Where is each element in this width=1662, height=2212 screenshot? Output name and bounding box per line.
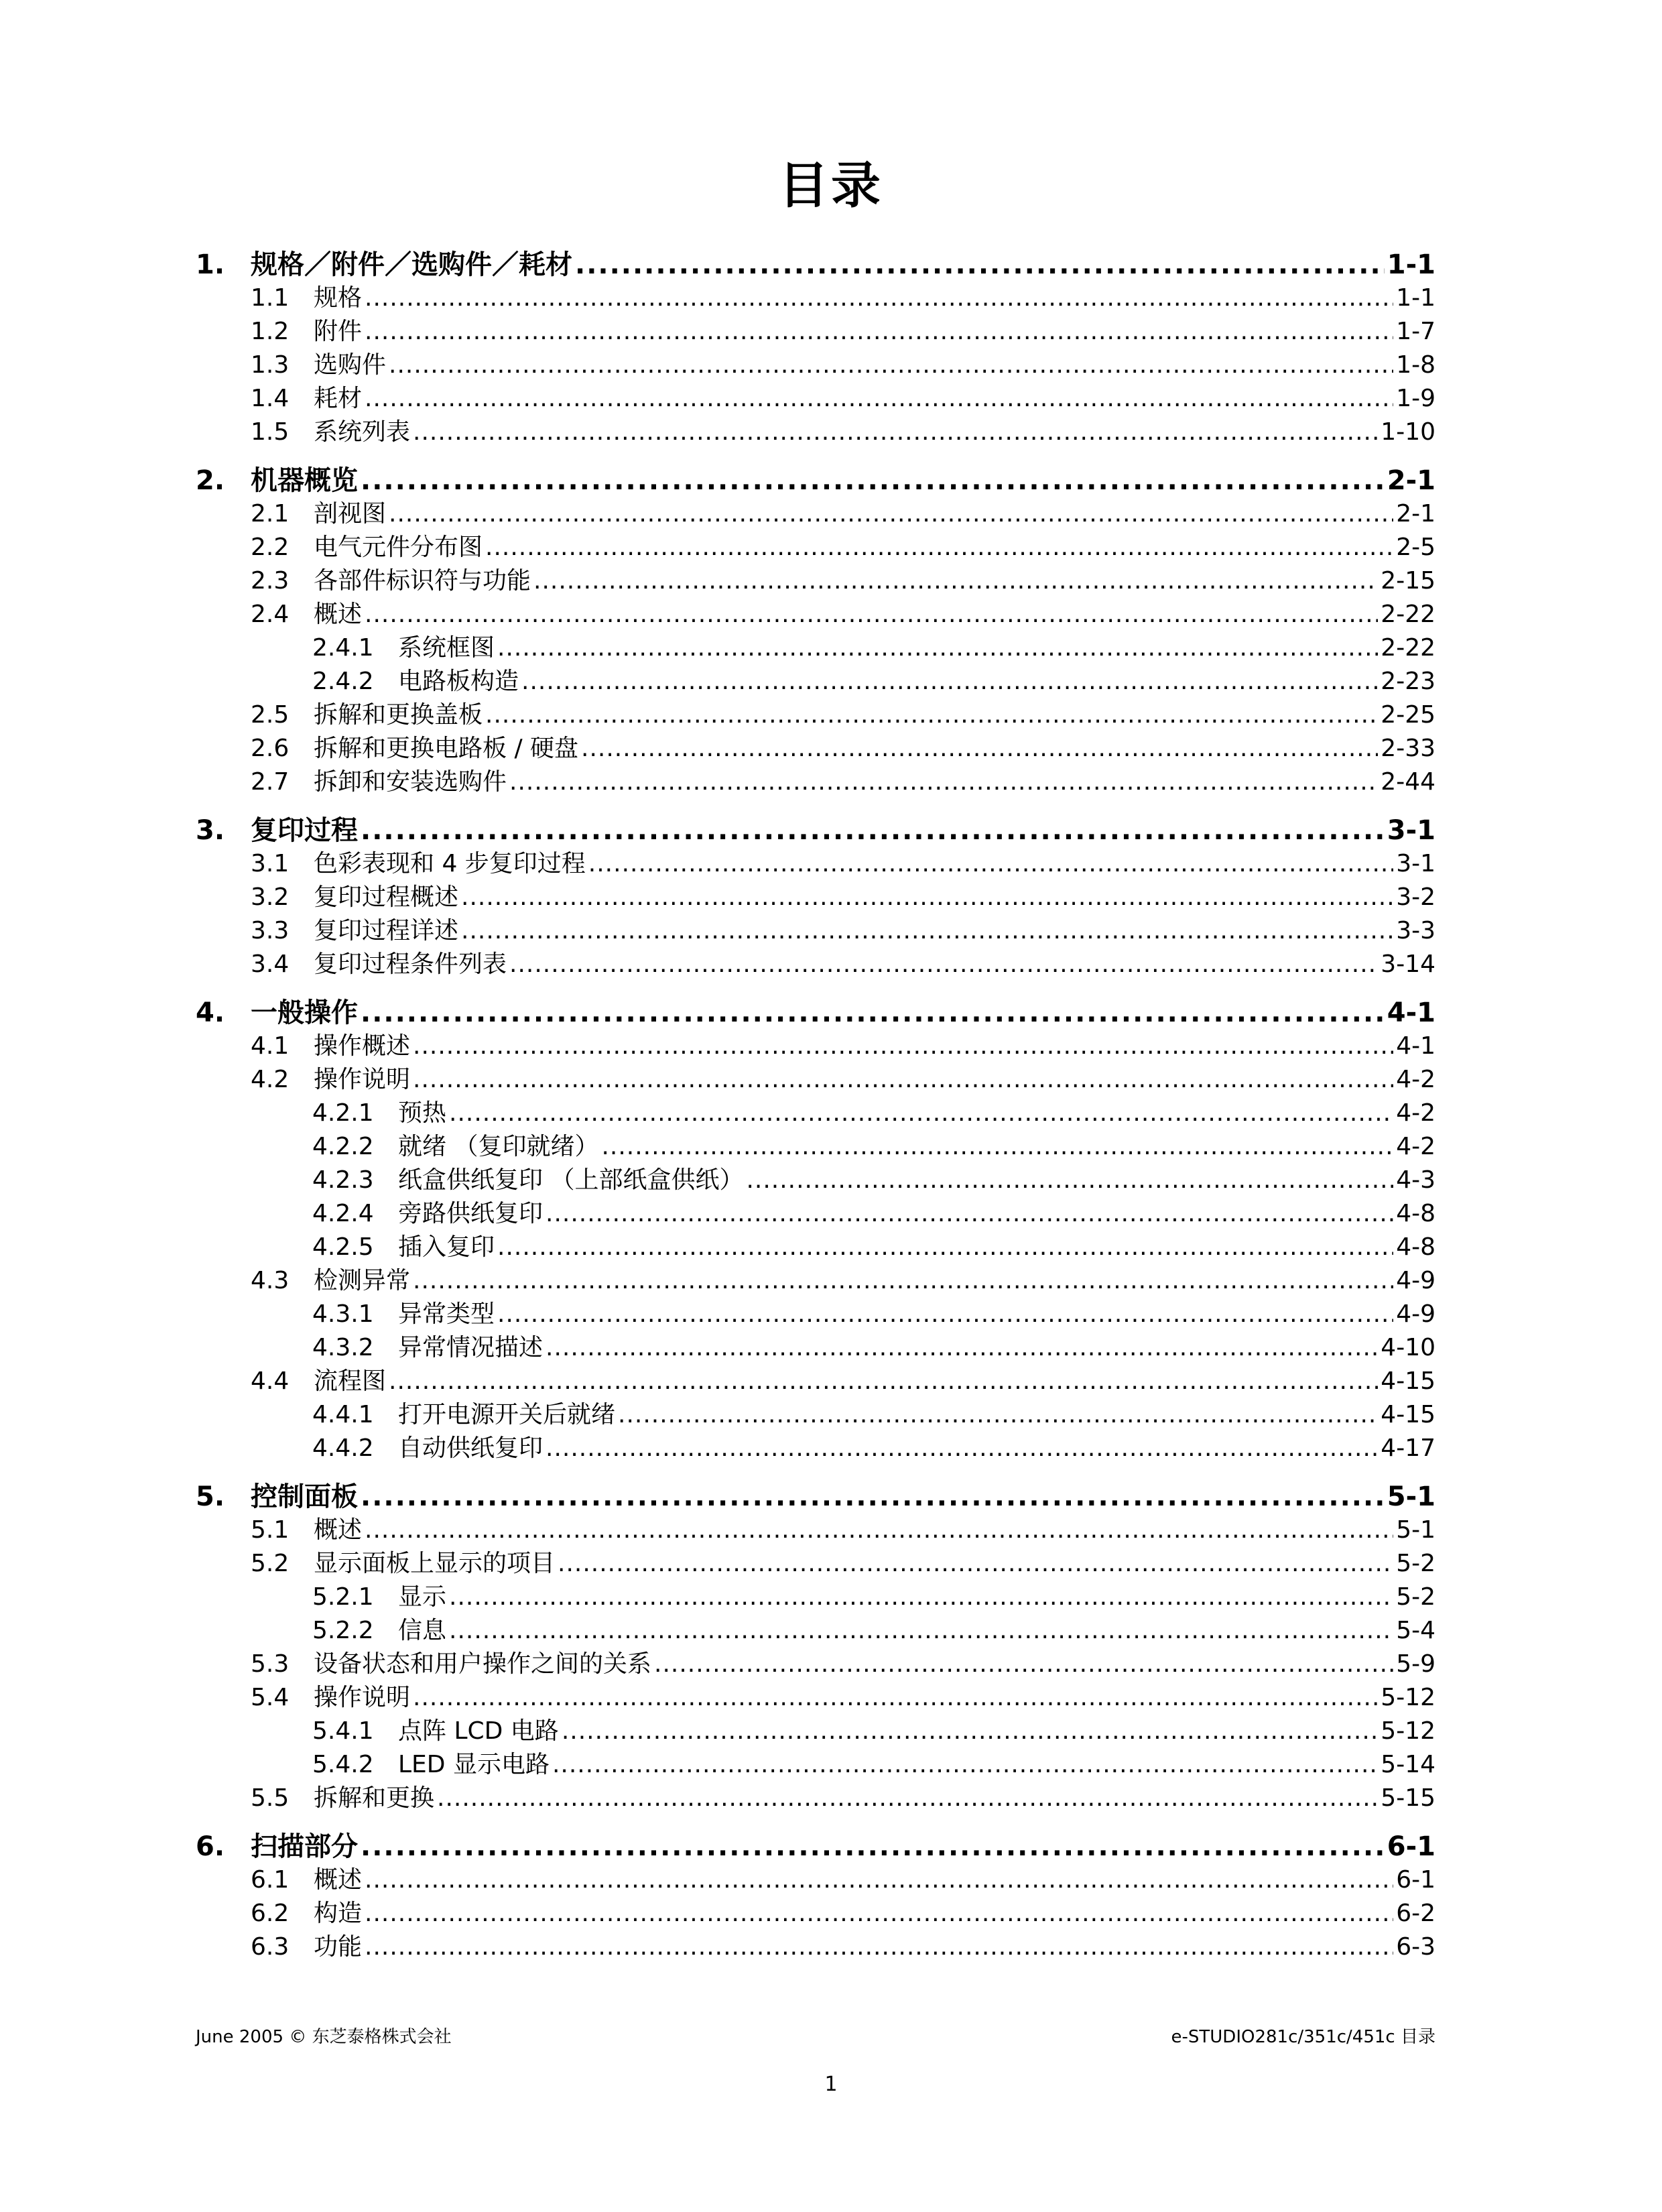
section-page: 4-10 <box>1381 1334 1435 1361</box>
section-page: 6-3 <box>1396 1933 1435 1961</box>
toc-section[interactable] <box>196 732 1435 765</box>
section-number: 5.3 <box>251 1650 290 1678</box>
dot-leader <box>389 349 1393 382</box>
toc-section[interactable] <box>196 1863 1435 1897</box>
section-title: 操作说明 <box>314 1684 411 1711</box>
section-page: 1-7 <box>1396 318 1435 345</box>
chapter-title: 规格／附件／选购件／耗材 <box>251 249 572 280</box>
dot-leader <box>485 531 1393 564</box>
section-page: 6-1 <box>1396 1866 1435 1894</box>
section-title: 显示面板上显示的项目 <box>314 1550 556 1577</box>
toc-section[interactable] <box>196 382 1435 416</box>
dot-leader <box>361 1830 1385 1863</box>
chapter-page: 4-1 <box>1387 997 1435 1028</box>
footer-copyright: June 2005 © 东芝泰格株式会社 <box>196 2027 452 2047</box>
chapter-page: 3-1 <box>1387 815 1435 846</box>
toc-chapter[interactable] <box>196 1480 1435 1514</box>
chapter-title: 控制面板 <box>251 1481 358 1512</box>
section-title: 打开电源开关后就绪 <box>398 1401 616 1428</box>
section-number: 5.1 <box>251 1516 290 1544</box>
section-number: 3.2 <box>251 883 290 911</box>
toc-subsection[interactable] <box>196 1197 1435 1231</box>
section-number: 6.1 <box>251 1866 290 1894</box>
section-number: 4.3 <box>251 1267 290 1294</box>
section-title: 各部件标识符与功能 <box>314 567 531 595</box>
section-title: 功能 <box>314 1933 363 1961</box>
chapter-page: 1-1 <box>1387 249 1435 280</box>
dot-leader <box>461 914 1393 948</box>
dot-leader <box>437 1782 1378 1815</box>
section-number: 2.6 <box>251 735 290 762</box>
chapter-title: 扫描部分 <box>251 1831 358 1862</box>
section-number: 4.4.1 <box>312 1401 374 1428</box>
section-page: 3-1 <box>1396 850 1435 877</box>
chapter-title: 复印过程 <box>251 815 358 846</box>
dot-leader <box>497 1231 1393 1264</box>
section-title: 选购件 <box>314 351 387 379</box>
section-number: 2.3 <box>251 567 290 595</box>
toc-section[interactable] <box>196 1782 1435 1815</box>
toc-section[interactable] <box>196 1547 1435 1581</box>
toc-section[interactable] <box>196 1365 1435 1398</box>
section-title: 异常类型 <box>398 1300 495 1328</box>
section-number: 5.4.2 <box>312 1751 374 1778</box>
section-title: 自动供纸复印 <box>398 1434 544 1462</box>
dot-leader <box>562 1715 1378 1748</box>
toc-subsection[interactable] <box>196 631 1435 665</box>
toc-chapter[interactable] <box>196 248 1435 282</box>
dot-leader <box>485 698 1378 732</box>
section-page: 1-1 <box>1396 284 1435 312</box>
section-page: 2-44 <box>1381 768 1435 796</box>
toc-chapter[interactable] <box>196 814 1435 847</box>
dot-leader <box>413 1681 1378 1715</box>
toc-section[interactable] <box>196 282 1435 315</box>
section-number: 5.5 <box>251 1784 290 1812</box>
section-page: 4-2 <box>1396 1066 1435 1093</box>
table-of-contents <box>196 248 1435 1964</box>
section-page: 6-2 <box>1396 1900 1435 1927</box>
chapter-title: 一般操作 <box>251 997 358 1028</box>
dot-leader <box>654 1648 1393 1681</box>
section-page: 4-2 <box>1396 1099 1435 1127</box>
toc-chapter[interactable] <box>196 1830 1435 1863</box>
section-number: 4.4 <box>251 1367 290 1395</box>
section-title: 系统列表 <box>314 418 411 446</box>
dot-leader <box>413 1030 1393 1063</box>
section-title: 色彩表现和 4 步复印过程 <box>314 850 586 877</box>
dot-leader <box>618 1398 1378 1432</box>
section-page: 4-1 <box>1396 1032 1435 1060</box>
dot-leader <box>588 847 1393 881</box>
section-page: 2-25 <box>1381 701 1435 729</box>
section-title: 电路板构造 <box>398 668 519 695</box>
section-title: 就绪 （复印就绪） <box>398 1133 599 1160</box>
dot-leader <box>746 1164 1393 1197</box>
section-page: 2-5 <box>1396 534 1435 561</box>
dot-leader <box>509 948 1378 981</box>
section-page: 2-15 <box>1381 567 1435 595</box>
dot-leader <box>361 996 1385 1030</box>
toc-section[interactable] <box>196 698 1435 732</box>
toc-section[interactable] <box>196 531 1435 564</box>
section-page: 4-3 <box>1396 1166 1435 1194</box>
section-number: 5.2.1 <box>312 1583 374 1611</box>
toc-subsection[interactable] <box>196 1298 1435 1331</box>
dot-leader <box>365 1897 1393 1930</box>
dot-leader <box>449 1097 1393 1130</box>
section-number: 2.5 <box>251 701 290 729</box>
section-title: 概述 <box>314 601 363 628</box>
toc-section[interactable] <box>196 497 1435 531</box>
chapter-page: 2-1 <box>1387 465 1435 496</box>
section-page: 4-2 <box>1396 1133 1435 1160</box>
chapter-number: 2. <box>196 465 225 496</box>
section-page: 4-15 <box>1381 1367 1435 1395</box>
section-title: 旁路供纸复印 <box>398 1200 544 1227</box>
section-page: 5-4 <box>1396 1617 1435 1644</box>
dot-leader <box>521 665 1378 698</box>
section-title: 预热 <box>398 1099 447 1127</box>
dot-leader <box>546 1331 1378 1365</box>
toc-section[interactable] <box>196 564 1435 598</box>
section-title: 检测异常 <box>314 1267 411 1294</box>
section-page: 3-3 <box>1396 917 1435 944</box>
section-number: 2.4.1 <box>312 634 374 662</box>
section-number: 4.2.5 <box>312 1233 374 1261</box>
section-number: 1.1 <box>251 284 290 312</box>
dot-leader <box>365 282 1393 315</box>
toc-section[interactable] <box>196 349 1435 382</box>
toc-section[interactable] <box>196 1648 1435 1681</box>
page-title: 目录 <box>779 157 883 214</box>
toc-section[interactable] <box>196 1897 1435 1930</box>
section-number: 4.2.4 <box>312 1200 374 1227</box>
toc-section[interactable] <box>196 1514 1435 1547</box>
section-title: 构造 <box>314 1900 363 1927</box>
section-title: 显示 <box>398 1583 447 1611</box>
dot-leader <box>413 1264 1393 1298</box>
section-page: 5-1 <box>1396 1516 1435 1544</box>
section-number: 1.5 <box>251 418 290 446</box>
toc-section[interactable] <box>196 948 1435 981</box>
section-page: 4-9 <box>1396 1300 1435 1328</box>
section-page: 2-22 <box>1381 634 1435 662</box>
section-number: 2.4 <box>251 601 290 628</box>
dot-leader <box>449 1614 1393 1648</box>
section-title: 耗材 <box>314 385 363 412</box>
chapter-number: 5. <box>196 1481 225 1512</box>
dot-leader <box>365 315 1393 349</box>
section-title: 电气元件分布图 <box>314 534 483 561</box>
dot-leader <box>389 497 1393 531</box>
section-number: 2.1 <box>251 500 290 528</box>
toc-subsection[interactable] <box>196 1398 1435 1432</box>
dot-leader <box>552 1748 1378 1782</box>
section-number: 4.2.1 <box>312 1099 374 1127</box>
chapter-page: 6-1 <box>1387 1831 1435 1862</box>
toc-section[interactable] <box>196 1063 1435 1097</box>
section-title: LED 显示电路 <box>398 1751 550 1778</box>
section-page: 3-2 <box>1396 883 1435 911</box>
section-title: 流程图 <box>314 1367 387 1395</box>
section-number: 5.2 <box>251 1550 290 1577</box>
section-page: 4-8 <box>1396 1200 1435 1227</box>
section-number: 2.4.2 <box>312 668 374 695</box>
section-page: 5-12 <box>1381 1684 1435 1711</box>
section-page: 5-2 <box>1396 1583 1435 1611</box>
section-page: 2-33 <box>1381 735 1435 762</box>
toc-section[interactable] <box>196 1030 1435 1063</box>
dot-leader <box>509 765 1378 799</box>
section-page: 4-17 <box>1381 1434 1435 1462</box>
toc-subsection[interactable] <box>196 1614 1435 1648</box>
toc-section[interactable] <box>196 914 1435 948</box>
section-page: 1-10 <box>1381 418 1435 446</box>
toc-section[interactable] <box>196 1264 1435 1298</box>
dot-leader <box>497 631 1378 665</box>
section-title: 附件 <box>314 318 363 345</box>
section-title: 操作概述 <box>314 1032 411 1060</box>
dot-leader <box>413 1063 1393 1097</box>
dot-leader <box>533 564 1378 598</box>
section-number: 3.4 <box>251 950 290 978</box>
chapter-number: 6. <box>196 1831 225 1862</box>
dot-leader <box>361 814 1385 847</box>
toc-subsection[interactable] <box>196 1331 1435 1365</box>
dot-leader <box>461 881 1393 914</box>
section-title: 信息 <box>398 1617 447 1644</box>
toc-subsection[interactable] <box>196 1432 1435 1465</box>
dot-leader <box>449 1581 1393 1614</box>
section-number: 3.3 <box>251 917 290 944</box>
section-number: 1.3 <box>251 351 290 379</box>
chapter-page: 5-1 <box>1387 1481 1435 1512</box>
dot-leader <box>389 1365 1378 1398</box>
section-page: 4-9 <box>1396 1267 1435 1294</box>
section-title: 剖视图 <box>314 500 387 528</box>
toc-section[interactable] <box>196 1681 1435 1715</box>
section-title: 异常情况描述 <box>398 1334 544 1361</box>
section-number: 4.3.2 <box>312 1334 374 1361</box>
section-title: 拆卸和安装选购件 <box>314 768 507 796</box>
dot-leader <box>365 382 1393 416</box>
section-title: 拆解和更换 <box>314 1784 435 1812</box>
dot-leader <box>601 1130 1393 1164</box>
dot-leader <box>546 1432 1378 1465</box>
dot-leader <box>497 1298 1393 1331</box>
toc-subsection[interactable] <box>196 1231 1435 1264</box>
toc-section[interactable] <box>196 881 1435 914</box>
section-number: 6.2 <box>251 1900 290 1927</box>
section-title: 复印过程条件列表 <box>314 950 507 978</box>
section-number: 6.3 <box>251 1933 290 1961</box>
chapter-number: 3. <box>196 815 225 846</box>
dot-leader <box>365 598 1378 631</box>
section-number: 4.4.2 <box>312 1434 374 1462</box>
section-number: 5.4 <box>251 1684 290 1711</box>
section-page: 1-9 <box>1396 385 1435 412</box>
toc-subsection[interactable] <box>196 1097 1435 1130</box>
dot-leader <box>365 1514 1393 1547</box>
section-number: 4.2.3 <box>312 1166 374 1194</box>
section-title: 设备状态和用户操作之间的关系 <box>314 1650 652 1678</box>
section-title: 拆解和更换电路板 / 硬盘 <box>314 735 579 762</box>
dot-leader <box>365 1930 1393 1964</box>
section-page: 5-9 <box>1396 1650 1435 1678</box>
section-title: 操作说明 <box>314 1066 411 1093</box>
toc-subsection[interactable] <box>196 1748 1435 1782</box>
section-title: 插入复印 <box>398 1233 495 1261</box>
toc-subsection[interactable] <box>196 1715 1435 1748</box>
footer-document-title: e-STUDIO281c/351c/451c 目录 <box>1171 2027 1435 2047</box>
dot-leader <box>413 416 1378 449</box>
section-page: 4-15 <box>1381 1401 1435 1428</box>
section-number: 4.1 <box>251 1032 290 1060</box>
section-title: 概述 <box>314 1516 363 1544</box>
section-page: 1-8 <box>1396 351 1435 379</box>
section-page: 4-8 <box>1396 1233 1435 1261</box>
toc-subsection[interactable] <box>196 1581 1435 1614</box>
toc-section[interactable] <box>196 416 1435 449</box>
section-number: 2.2 <box>251 534 290 561</box>
toc-subsection[interactable] <box>196 1130 1435 1164</box>
section-page: 2-22 <box>1381 601 1435 628</box>
section-number: 2.7 <box>251 768 290 796</box>
section-title: 点阵 LCD 电路 <box>398 1717 559 1745</box>
section-number: 5.4.1 <box>312 1717 374 1745</box>
toc-subsection[interactable] <box>196 1164 1435 1197</box>
dot-leader <box>361 464 1385 497</box>
section-number: 5.2.2 <box>312 1617 374 1644</box>
dot-leader <box>558 1547 1393 1581</box>
section-page: 5-2 <box>1396 1550 1435 1577</box>
dot-leader <box>546 1197 1393 1231</box>
section-title: 复印过程详述 <box>314 917 459 944</box>
dot-leader <box>575 248 1385 282</box>
toc-section[interactable] <box>196 315 1435 349</box>
section-page: 5-15 <box>1381 1784 1435 1812</box>
section-title: 系统框图 <box>398 634 495 662</box>
toc-section[interactable] <box>196 765 1435 799</box>
section-number: 1.2 <box>251 318 290 345</box>
section-number: 4.2 <box>251 1066 290 1093</box>
chapter-number: 1. <box>196 249 225 280</box>
dot-leader <box>365 1863 1393 1897</box>
section-title: 拆解和更换盖板 <box>314 701 483 729</box>
toc-chapter[interactable] <box>196 464 1435 497</box>
section-title: 纸盒供纸复印 （上部纸盒供纸） <box>398 1166 744 1194</box>
toc-section[interactable] <box>196 598 1435 631</box>
section-title: 概述 <box>314 1866 363 1894</box>
toc-subsection[interactable] <box>196 665 1435 698</box>
section-page: 5-12 <box>1381 1717 1435 1745</box>
section-number: 1.4 <box>251 385 290 412</box>
section-page: 3-14 <box>1381 950 1435 978</box>
section-page: 5-14 <box>1381 1751 1435 1778</box>
chapter-title: 机器概览 <box>251 465 358 496</box>
section-number: 4.3.1 <box>312 1300 374 1328</box>
section-title: 规格 <box>314 284 363 312</box>
toc-section[interactable] <box>196 847 1435 881</box>
section-page: 2-23 <box>1381 668 1435 695</box>
toc-section[interactable] <box>196 1930 1435 1964</box>
toc-chapter[interactable] <box>196 996 1435 1030</box>
dot-leader <box>581 732 1378 765</box>
section-page: 2-1 <box>1396 500 1435 528</box>
dot-leader <box>361 1480 1385 1514</box>
chapter-number: 4. <box>196 997 225 1028</box>
page-number: 1 <box>824 2073 838 2096</box>
section-number: 3.1 <box>251 850 290 877</box>
section-number: 4.2.2 <box>312 1133 374 1160</box>
section-title: 复印过程概述 <box>314 883 459 911</box>
